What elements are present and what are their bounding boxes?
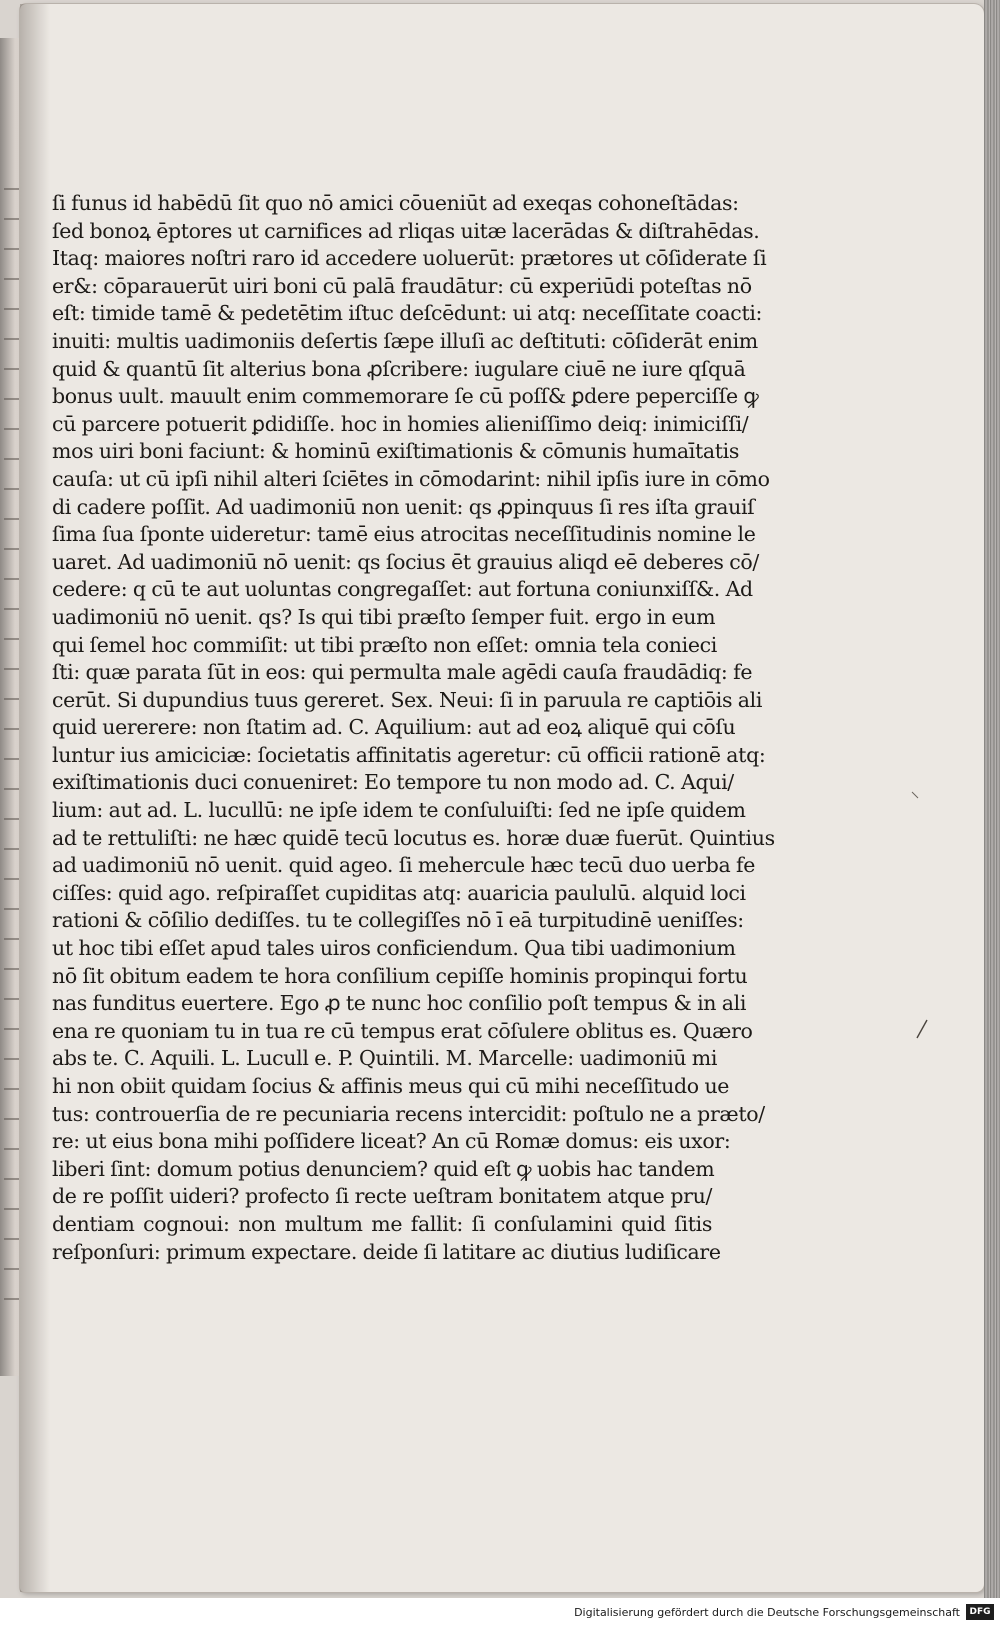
text-line: er&: cōparauerūt uiri boni cū palā fraudātur: cū experiūdi poteſtas nō (52, 273, 752, 298)
text-line: luntur ius amiciciæ: ſocietatis affinitatis ageretur: cū officii rationē atq: (52, 742, 766, 767)
text-line: Itaq: maiores noſtri raro id accedere uoluerūt: prætores ut cōſiderate ſi (52, 246, 767, 271)
text-line: ut hoc tibi eſſet apud tales uiros conficiendum. Qua tibi uadimonium (52, 936, 736, 961)
text-line: eſt: timide tamē & pedetētim iſtuc deſcēdunt: ui atq: neceſſitate coacti: (52, 301, 763, 326)
text-line: mos uiri boni faciunt: & hominū exiſtimationis & cōmunis humaītatis (52, 439, 740, 464)
text-line: ſed bonoꝝ ēptores ut carnifices ad rliqas uitæ lacerādas & diſtrahēdas. (52, 218, 760, 243)
text-line: nō ſit obitum eadem te hora conſilium cepiſſe hominis propinqui fortu (52, 963, 748, 988)
text-line: reſponſuri: primum expectare. deide ſi latitare ac diutius ludiſicare (52, 1239, 721, 1264)
margin-stroke-mark (915, 1018, 929, 1040)
text-line: cauſa: ut cū ipſi nihil alteri ſciētes in cōmodarint: nihil ipſis iure in cōmo (52, 466, 770, 491)
text-line: hi non obiit quidam ſocius & affinis meus qui cū mihi neceſſitudo ue (52, 1074, 730, 1098)
footer-bar (0, 1598, 1000, 1628)
text-line: tus: controuerſia de re pecuniaria recens intercidit: poſtulo ne a præto/ (52, 1101, 765, 1126)
text-line: uaret. Ad uadimoniū nō uenit: qs ſocius ēt grauius aliqd eē deberes cō/ (52, 549, 759, 574)
text-line: quid & quantū ſit alterius bona ꝓſcribere: iugulare ciuē ne iure qſquā (52, 356, 746, 381)
text-line: ad uadimoniū nō uenit. quid ageo. ſi mehercule hæc tecū duo uerba fe (52, 853, 756, 878)
text-line: rationi & cōſilio dediſſes. tu te collegiſſes nō ī eā turpitudinē ueniſſes: (52, 908, 744, 933)
digitization-credit: Digitalisierung gefördert durch die Deutsche Forschungsgemeinschaft (574, 1606, 960, 1619)
text-line: abs te. C. Aquili. L. Lucull e. P. Quintili. M. Marcelle: uadimoniū mi (52, 1046, 718, 1071)
page-text (52, 190, 775, 1266)
text-line: quid uererere: non ſtatim ad. C. Aquilium: aut ad eoꝝ aliquē qui cōſu (52, 715, 736, 740)
text-line: cū parcere potuerit ꝑdidiſſe. hoc in homies alieniſſimo deiq: inimiciſſi/ (52, 411, 749, 436)
text-line: dentiam cognoui: non multum me fallit: ſi conſulamini quid ſitis (52, 1211, 712, 1236)
text-line: de re poſſit uideri? profecto ſi recte ueſtram bonitatem atque pru/ (52, 1184, 712, 1209)
text-line: ſti: quæ parata ſūt in eos: qui permulta male agēdi cauſa fraudādiq: fe (52, 660, 753, 685)
book-fore-edge (984, 0, 1000, 1598)
text-line: ad te rettuliſti: ne hæc quidē tecū locutus es. horæ duæ fuerūt. Quintius (52, 825, 775, 850)
text-line: cerūt. Si dupundius tuus gereret. Sex. Neui: ſi in paruula re captiōis ali (52, 687, 763, 712)
text-line: cedere: q cū te aut uoluntas congregaſſet: aut fortuna coniunxiſſ&. Ad (52, 577, 753, 602)
text-line: ſi funus id habēdū ſit quo nō amici cōueniūt ad exeqas cohoneſtādas: (52, 191, 739, 215)
text-line: qui ſemel hoc commiſit: ut tibi præſto non eſſet: omnia tela conieci (52, 632, 717, 657)
margin-stroke-mark (910, 790, 920, 800)
text-line: uadimoniū nō uenit. qs? Is qui tibi præſto ſemper fuit. ergo in eum (52, 604, 716, 629)
text-line: ciſſes: quid ago. reſpiraſſet cupiditas atq: auaricia paululū. alquid loci (52, 880, 746, 905)
text-line: bonus uult. mauult enim commemorare ſe cū poſſ& ꝑdere peperciſſe ꝙ (52, 384, 759, 409)
text-line: re: ut eius bona mihi poſſidere liceat? An cū Romæ domus: eis uxor: (52, 1129, 731, 1154)
text-line: ena re quoniam tu in tua re cū tempus erat cōſulere oblitus es. Quæro (52, 1018, 753, 1043)
text-line: exiſtimationis duci conueniret: Eo tempore tu non modo ad. C. Aqui/ (52, 770, 734, 795)
text-line: inuiti: multis uadimoniis deſertis ſæpe illuſi ac deſtituti: cōſiderāt enim (52, 328, 758, 353)
text-line: lium: aut ad. L. lucullū: ne ipſe idem te conſuluiſti: ſed ne ipſe quidem (52, 798, 746, 823)
text-line: liberi ſint: domum potius denunciem? quid eſt ꝙ uobis hac tandem (52, 1156, 715, 1181)
text-line: ſima ſua ſponte uideretur: tamē eius atrocitas neceſſitudinis nomine le (52, 522, 756, 547)
text-line: nas funditus euertere. Ego ꝓ te nunc hoc conſilio poſt tempus & in ali (52, 991, 747, 1016)
text-line: di cadere poſſit. Ad uadimoniū non uenit: qs ꝓpinquus ſi res iſta grauiſ (52, 494, 755, 519)
dfg-logo: DFG (966, 1604, 994, 1620)
